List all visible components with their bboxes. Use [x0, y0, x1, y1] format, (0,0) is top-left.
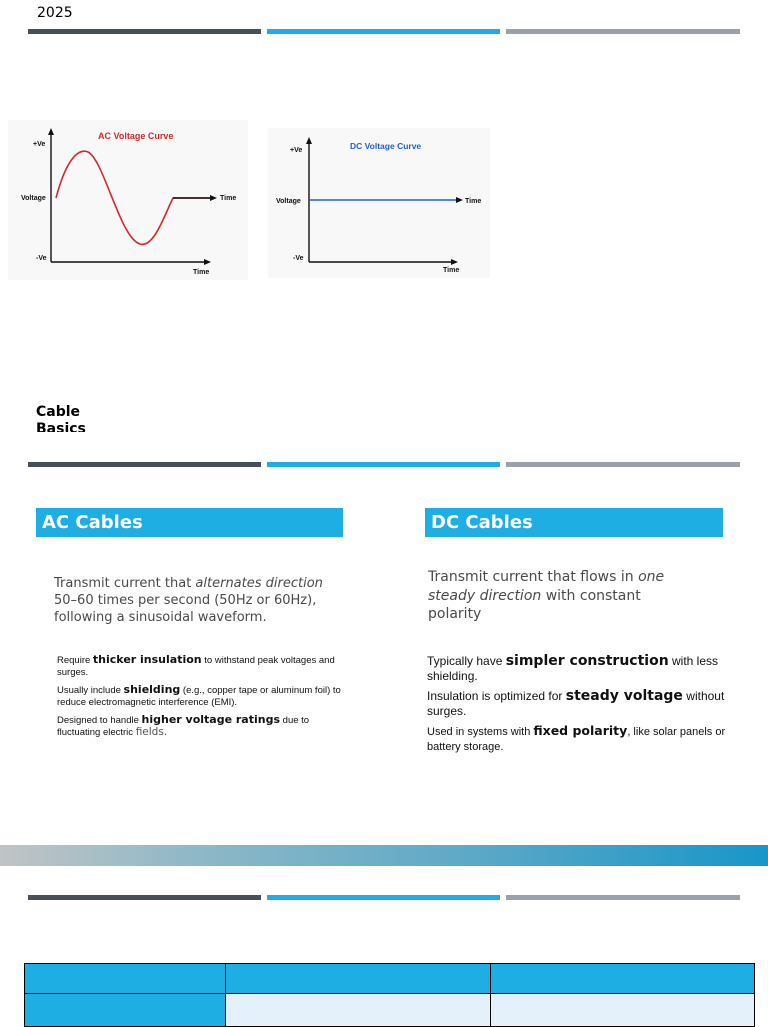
ac-feature-text: to withstand peak voltages and surges. [57, 655, 335, 678]
dc-chart-title: DC Voltage Curve [350, 141, 422, 151]
ac-feature-text: Require [57, 655, 93, 666]
dc-feature-text: without surges. [427, 689, 725, 718]
dc-feature-construction [427, 654, 727, 683]
dc-positive-label: +Ve [290, 147, 303, 154]
divider-grey-segment [506, 895, 740, 900]
dc-feature-text: , like solar panels or battery storage. [427, 726, 726, 753]
ac-voltage-label: Voltage [21, 195, 46, 202]
ac-chart-title: AC Voltage Curve [98, 131, 174, 141]
dc-time-label-bottom: Time [443, 267, 460, 274]
ac-intro-text [54, 575, 344, 626]
ac-positive-label: +Ve [33, 141, 46, 148]
dc-intro-part: with constant polarity [428, 587, 641, 622]
gradient-band [0, 845, 768, 866]
ac-feature-list [57, 654, 347, 744]
divider-blue-segment [267, 462, 500, 467]
divider-grey-segment [506, 29, 740, 34]
dc-feature-text: Insulation is optimized for [427, 689, 566, 703]
ac-feature-highlight: thicker insulation [92, 653, 202, 666]
ac-feature-highlight: higher voltage ratings [141, 713, 281, 726]
ac-feature-insulation [57, 654, 347, 678]
section-label: Cable Basics [36, 404, 86, 432]
divider-dark-segment [28, 462, 261, 467]
ac-feature-voltage [57, 714, 347, 738]
table-cell [226, 994, 491, 1027]
ac-feature-tail: fields. [135, 725, 168, 738]
ac-feature-shielding [57, 684, 347, 708]
table-header-cell [25, 964, 226, 994]
dc-feature-polarity [427, 724, 727, 754]
dc-feature-text: Typically have [427, 654, 506, 668]
ac-time-label-mid: Time [220, 195, 237, 202]
ac-intro-part: 50–60 times per second (50Hz or 60Hz), following a sinusoidal waveform. [54, 593, 317, 625]
dc-feature-insulation [427, 689, 727, 718]
ac-intro-part: Transmit current that [54, 576, 196, 591]
dc-feature-list [427, 654, 727, 760]
table-header-cell [491, 964, 755, 994]
ac-feature-text: due to fluctuating electric [57, 715, 310, 738]
ac-voltage-curve-figure [8, 120, 248, 280]
comparison-table [24, 963, 755, 1027]
divider-blue-segment [267, 895, 500, 900]
table-cell [491, 994, 755, 1027]
dc-feature-highlight: fixed polarity [533, 723, 628, 738]
ac-feature-text: Designed to handle [57, 715, 142, 726]
table-cell [25, 994, 226, 1027]
dc-feature-highlight: simpler construction [505, 653, 669, 669]
ac-cables-heading: AC Cables [36, 508, 343, 537]
dc-feature-highlight: steady voltage [565, 688, 683, 704]
dc-intro-emphasis: one steady direction [428, 569, 665, 604]
dc-intro-part: Transmit current that flows in [428, 569, 639, 585]
year-label: 2025 [37, 5, 73, 21]
ac-time-label-bottom: Time [193, 269, 210, 276]
dc-time-label-mid: Time [465, 198, 482, 205]
dc-feature-text: Used in systems with [427, 726, 534, 738]
divider-dark-segment [28, 895, 261, 900]
dc-cables-heading: DC Cables [425, 508, 723, 537]
ac-negative-label: -Ve [36, 255, 47, 262]
divider-dark-segment [28, 29, 261, 34]
divider-blue-segment [267, 29, 500, 34]
dc-voltage-label: Voltage [276, 198, 301, 205]
dc-voltage-curve-figure [268, 128, 490, 278]
table-header-cell [226, 964, 491, 994]
dc-intro-text [428, 568, 698, 624]
ac-feature-highlight: shielding [123, 683, 181, 696]
ac-feature-text: (e.g., copper tape or aluminum foil) to reduce electromagnetic interference (EMI). [57, 685, 341, 708]
dc-negative-label: -Ve [293, 255, 304, 262]
divider-grey-segment [506, 462, 740, 467]
table-header-row [25, 964, 755, 994]
table-row [25, 994, 755, 1027]
ac-intro-emphasis: alternates direction [195, 576, 323, 591]
dc-feature-text: with less shielding. [427, 654, 719, 683]
ac-feature-text: Usually include [57, 685, 124, 696]
